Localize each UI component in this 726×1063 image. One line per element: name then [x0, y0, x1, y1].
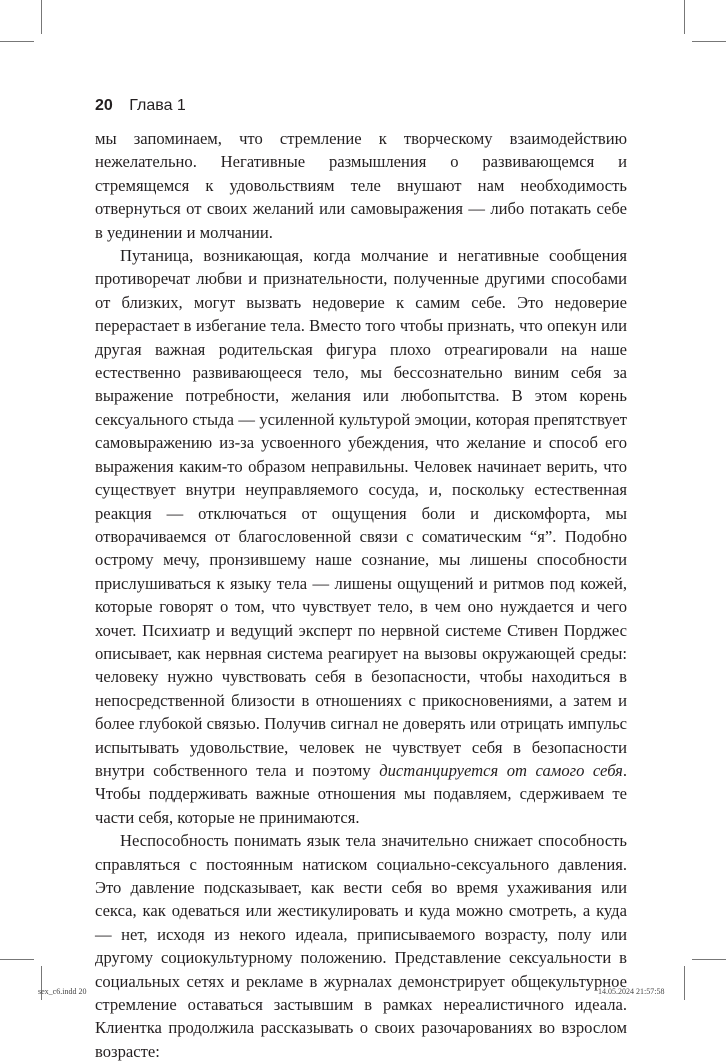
crop-mark: [41, 0, 42, 34]
italic-run: дистанцируется от самого себя: [379, 760, 623, 780]
paragraph: [95, 244, 627, 829]
text-run: Неспособность понимать язык тела значительно снижает способность справляться с постоянным натиском социально-сексуального давления. Это давление подсказывает, как вести себя во время ухаживания или секса, как одеваться или жестикулировать и куда можно смотреть, а куда — нет, исходя из некого идеала, приписываемого возрасту, полу или другому социокультурному положению. Представление сексуальности в социальных сетях и рекламе в журналах демонстрирует общекультурное стремление оставаться застывшим в рамках нереалистичного идеала. Клиентка продолжила рассказывать о своих разочарованиях во взрослом возрасте:: [95, 831, 627, 1061]
slug-file: sex_c6.indd 20: [38, 987, 87, 996]
body-text: [95, 127, 627, 1063]
paragraph: [95, 829, 627, 1063]
slug-timestamp: 14.05.2024 21:57:58: [598, 987, 665, 996]
page-number: 20: [95, 97, 113, 114]
crop-mark: [684, 0, 685, 34]
crop-mark: [692, 41, 726, 42]
crop-mark: [684, 966, 685, 1000]
text-run: мы запоминаем, что стремление к творческому взаимодействию нежелательно. Негативные размышления о развивающемся и стремящемся к удовольствиям теле внушают нам необходимость отвернуться от своих желаний или самовыражения — либо потакать себе в уединении и молчании.: [95, 129, 627, 242]
paragraph: [95, 127, 627, 244]
crop-mark: [692, 959, 726, 960]
text-run: . Чтобы поддерживать важные отношения мы подавляем, сдерживаем те части себя, которые не принимаются.: [95, 760, 627, 827]
chapter-title: Глава 1: [129, 97, 186, 114]
running-header: [95, 97, 186, 115]
crop-mark: [0, 41, 34, 42]
crop-mark: [0, 959, 34, 960]
text-run: Путаница, возникающая, когда молчание и негативные сообщения противоречат любви и признательности, полученные другими способами от близких, могут вызвать недоверие к самим себе. Это недоверие перерастает в избегание тела. Вместо того чтобы признать, что опекун или другая важная родительская фигура плохо отреагировали на наше естественно развивающееся тело, мы бессознательно виним себя за выражение потребности, желания или любопытства. В этом корень сексуального стыда — усиленной культурой эмоции, которая препятствует самовыражению из-за усвоенного убеждения, что желание и способ его выражения каким-то образом неправильны. Человек начинает верить, что существует внутри неуправляемого сосуда, и, поскольку естественная реакция — отключаться от ощущения боли и дискомфорта, мы отворачиваемся от благословенной связи с соматическим “я”. Подобно острому мечу, пронзившему наше сознание, мы лишены способности прислушиваться к языку тела — лишены ощущений и ритмов под кожей, которые говорят о том, что чувствует тело, в чем оно нуждается и чего хочет. Психиатр и ведущий эксперт по нервной системе Стивен Порджес описывает, как нервная система реагирует на вызовы окружающей среды: человеку нужно чувствовать себя в безопасности, чтобы находиться в непосредственной близости в отношениях с прикосновениями, а затем и более глубокой связью. Получив сигнал не доверять или отрицать импульс испытывать удовольствие, человек не чувствует себя в безопасности внутри собственного тела и поэтому: [95, 246, 627, 780]
